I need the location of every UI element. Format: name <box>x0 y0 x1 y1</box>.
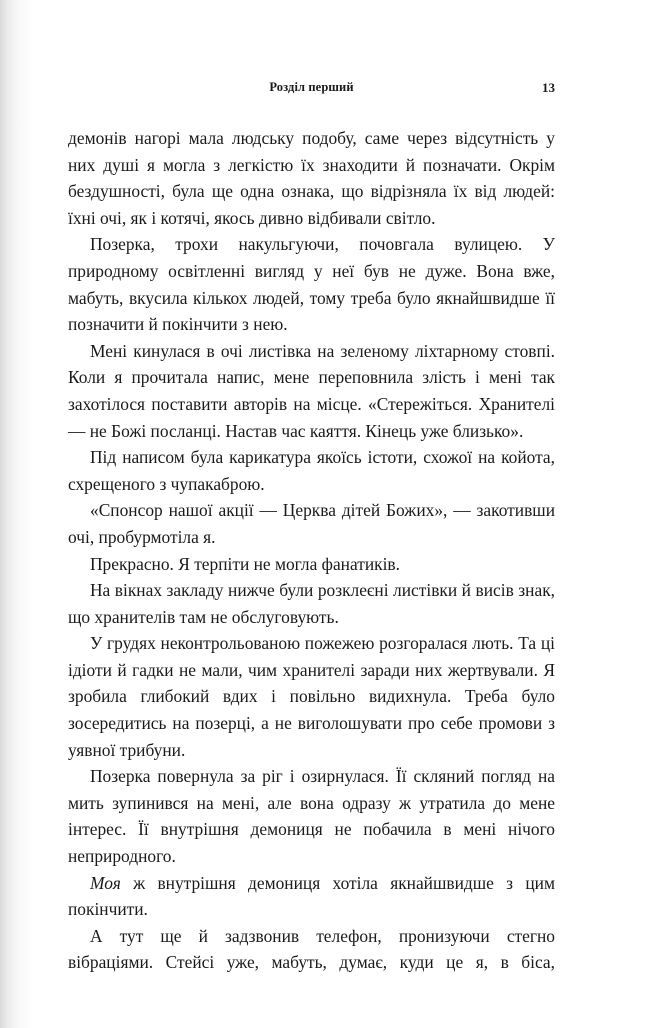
paragraph: «Спонсор нашої акції — Церква дітей Божих», — закотивши очі, пробурмотіла я. <box>68 500 555 547</box>
page-header <box>68 80 555 100</box>
paragraph-text: ж внутрішня демониця хотіла якнайшвидше з цим покінчити. <box>68 872 555 920</box>
paragraph: У грудях неконтрольованою пожежею розгоралася лють. Та ці ідіоти й гадки не мали, чим хранителі заради них жертвували. Я зробила глибокий вдих і повільно видихнула. Треба було зосередитись на позерці, а не виголошувати про себе промови з уявної трибуни. <box>68 633 555 760</box>
paragraph: Під написом була карикатура якоїсь істоти, схожої на койота, схрещеного з чупакаброю. <box>68 447 555 494</box>
paragraph: Прекрасно. Я терпіти не могла фанатиків. <box>90 553 400 574</box>
paragraph: Позерка, трохи накульгуючи, почовгала вулицею. У природному освітленні вигляд у неї був не дуже. Вона вже, мабуть, вкусила кількох людей, тому треба було якнайшвидше її позначити й покінчити з нею. <box>68 234 555 335</box>
running-title: Розділ перший <box>269 80 354 94</box>
paragraph: демонів нагорі мала людську подобу, саме через відсутність у них душі я могла з легкістю їх знаходити й позначати. Окрім бездушності, була ще одна ознака, що відрізняла їх від людей: їхні очі, як і котячі, якось дивно відбивали світло. <box>68 128 555 228</box>
emphasized-word: Моя <box>90 872 121 893</box>
paragraph: Мені кинулася в очі листівка на зеленому ліхтарному стовпі. Коли я прочитала напис, мене переповнила злість і мені так захотілося поставити авторів на місце. «Стережіться. Хранителі — не Божі посланці. Настав час каяття. Кінець уже близько». <box>68 340 555 441</box>
paragraph: На вікнах закладу нижче були розклеєні листівки й висів знак, що хранителів там не обслуговують. <box>68 580 555 627</box>
body-text <box>68 125 555 976</box>
paragraph: Позерка повернула за ріг і озирнулася. Її скляний погляд на мить зупинився на мені, але вона одразу ж утратила до мене інтерес. Її внутрішня демониця не побачила в мені нічого неприродного. <box>68 766 555 867</box>
page-number: 13 <box>542 80 555 95</box>
paragraph <box>68 870 555 923</box>
paragraph: А тут ще й задзвонив телефон, пронизуючи стегно вібраціями. Стейсі уже, мабуть, думає, куди це я, в біса, <box>68 925 555 973</box>
